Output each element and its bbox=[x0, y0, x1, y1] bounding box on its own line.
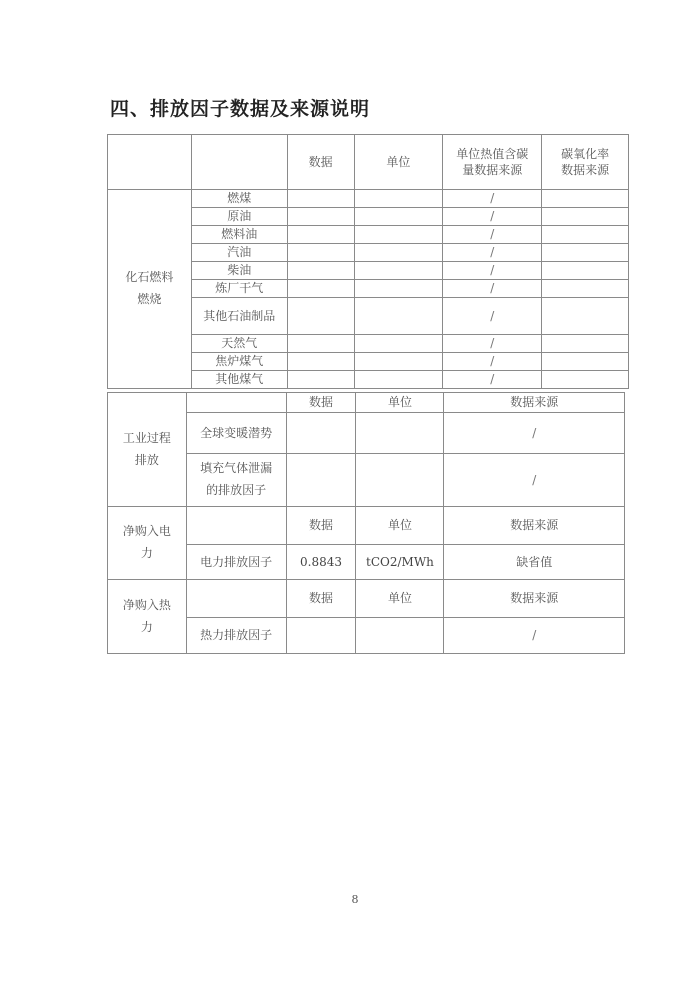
unit-cell bbox=[354, 335, 443, 353]
item-name: 热力排放因子 bbox=[186, 618, 286, 654]
carbon-source-cell: / bbox=[443, 353, 542, 371]
header-data: 数据 bbox=[286, 507, 356, 545]
fuel-name: 柴油 bbox=[191, 262, 287, 280]
data-cell bbox=[287, 262, 354, 280]
carbon-source-cell: / bbox=[443, 262, 542, 280]
oxidation-source-cell bbox=[542, 335, 629, 353]
oxidation-source-cell bbox=[542, 298, 629, 335]
carbon-source-cell: / bbox=[443, 298, 542, 335]
header-empty-cell bbox=[186, 580, 286, 618]
data-cell bbox=[287, 371, 354, 389]
header-data: 数据 bbox=[287, 135, 354, 190]
fuel-name: 炼厂干气 bbox=[191, 280, 287, 298]
fuel-name: 原油 bbox=[191, 208, 287, 226]
fuel-name: 汽油 bbox=[191, 244, 287, 262]
item-name: 全球变暖潜势 bbox=[186, 413, 286, 454]
table-header-row bbox=[108, 393, 625, 413]
fuel-name: 焦炉煤气 bbox=[191, 353, 287, 371]
header-unit: 单位 bbox=[356, 507, 444, 545]
fossil-fuel-emission-factor-table bbox=[107, 134, 629, 389]
page-title: 四、排放因子数据及来源说明 bbox=[110, 98, 371, 120]
carbon-source-cell: / bbox=[443, 226, 542, 244]
header-oxidation-rate-source bbox=[542, 135, 629, 190]
item-name-line-1: 填充气体泄漏 bbox=[200, 461, 273, 476]
header-carbon-content-source-line-1: 单位热值含碳 bbox=[456, 146, 529, 161]
oxidation-source-cell bbox=[542, 190, 629, 208]
unit-cell bbox=[356, 454, 444, 507]
header-unit: 单位 bbox=[356, 580, 444, 618]
fuel-name: 其他石油制品 bbox=[191, 298, 287, 335]
header-unit: 单位 bbox=[356, 393, 444, 413]
table-header-row bbox=[108, 580, 625, 618]
item-name bbox=[186, 454, 286, 507]
oxidation-source-cell bbox=[542, 262, 629, 280]
item-name-line-2: 的排放因子 bbox=[206, 483, 267, 497]
unit-cell bbox=[354, 353, 443, 371]
table-row bbox=[108, 190, 629, 208]
section-fossil-fuel-combustion bbox=[108, 190, 192, 389]
value-cell bbox=[286, 618, 356, 654]
oxidation-source-cell bbox=[542, 208, 629, 226]
unit-cell bbox=[354, 190, 443, 208]
section-label-line-2: 排放 bbox=[134, 452, 159, 467]
header-source: 数据来源 bbox=[444, 580, 625, 618]
header-empty-cell bbox=[108, 135, 192, 190]
table-header-row bbox=[108, 507, 625, 545]
data-cell bbox=[287, 298, 354, 335]
table-header-row bbox=[108, 135, 629, 190]
data-cell bbox=[286, 413, 356, 454]
page-number: 8 bbox=[351, 893, 359, 906]
section-label-line-1: 化石燃料 bbox=[125, 270, 174, 285]
data-cell bbox=[287, 226, 354, 244]
unit-cell: tCO2/MWh bbox=[356, 545, 444, 580]
section-label-line-1: 净购入热 bbox=[122, 597, 171, 612]
unit-cell bbox=[354, 280, 443, 298]
header-oxidation-rate-source-line-2: 数据来源 bbox=[561, 163, 610, 177]
fuel-name: 天然气 bbox=[191, 335, 287, 353]
carbon-source-cell: / bbox=[443, 371, 542, 389]
source-cell: / bbox=[444, 454, 625, 507]
header-oxidation-rate-source-line-1: 碳氧化率 bbox=[561, 146, 610, 161]
header-empty-cell bbox=[186, 507, 286, 545]
data-cell bbox=[287, 280, 354, 298]
source-cell: 缺省值 bbox=[444, 545, 625, 580]
header-unit: 单位 bbox=[354, 135, 443, 190]
unit-cell bbox=[356, 413, 444, 454]
header-carbon-content-source bbox=[443, 135, 542, 190]
carbon-source-cell: / bbox=[443, 280, 542, 298]
carbon-source-cell: / bbox=[443, 244, 542, 262]
section-label-line-2: 力 bbox=[140, 546, 153, 560]
data-cell bbox=[287, 335, 354, 353]
header-empty-cell bbox=[186, 393, 286, 413]
header-data: 数据 bbox=[286, 580, 356, 618]
value-cell: 0.8843 bbox=[286, 545, 356, 580]
fuel-name: 燃煤 bbox=[191, 190, 287, 208]
data-cell bbox=[286, 454, 356, 507]
section-label-line-1: 工业过程 bbox=[122, 430, 171, 445]
section-industrial-process bbox=[108, 393, 187, 507]
source-cell: / bbox=[444, 618, 625, 654]
unit-cell bbox=[354, 262, 443, 280]
unit-cell bbox=[356, 618, 444, 654]
section-label-line-2: 力 bbox=[140, 619, 153, 634]
unit-cell bbox=[354, 226, 443, 244]
unit-cell bbox=[354, 371, 443, 389]
data-cell bbox=[287, 208, 354, 226]
carbon-source-cell: / bbox=[443, 335, 542, 353]
header-empty-cell bbox=[191, 135, 287, 190]
header-source: 数据来源 bbox=[444, 507, 625, 545]
unit-cell bbox=[354, 244, 443, 262]
oxidation-source-cell bbox=[542, 353, 629, 371]
unit-cell bbox=[354, 298, 443, 335]
header-data: 数据 bbox=[286, 393, 356, 413]
section-label-line-1: 净购入电 bbox=[122, 524, 171, 539]
header-source: 数据来源 bbox=[444, 393, 625, 413]
oxidation-source-cell bbox=[542, 244, 629, 262]
data-cell bbox=[287, 353, 354, 371]
carbon-source-cell: / bbox=[443, 190, 542, 208]
header-carbon-content-source-line-2: 量数据来源 bbox=[462, 163, 523, 177]
unit-cell bbox=[354, 208, 443, 226]
fuel-name: 其他煤气 bbox=[191, 371, 287, 389]
item-name: 电力排放因子 bbox=[186, 545, 286, 580]
section-net-purchased-electricity bbox=[108, 507, 187, 580]
process-and-purchase-emission-factor-table bbox=[107, 392, 625, 654]
section-net-purchased-heat bbox=[108, 580, 187, 654]
data-cell bbox=[287, 190, 354, 208]
oxidation-source-cell bbox=[542, 226, 629, 244]
data-cell bbox=[287, 244, 354, 262]
oxidation-source-cell bbox=[542, 371, 629, 389]
section-label-line-2: 燃烧 bbox=[137, 292, 162, 306]
oxidation-source-cell bbox=[542, 280, 629, 298]
source-cell: / bbox=[444, 413, 625, 454]
carbon-source-cell: / bbox=[443, 208, 542, 226]
fuel-name: 燃料油 bbox=[191, 226, 287, 244]
